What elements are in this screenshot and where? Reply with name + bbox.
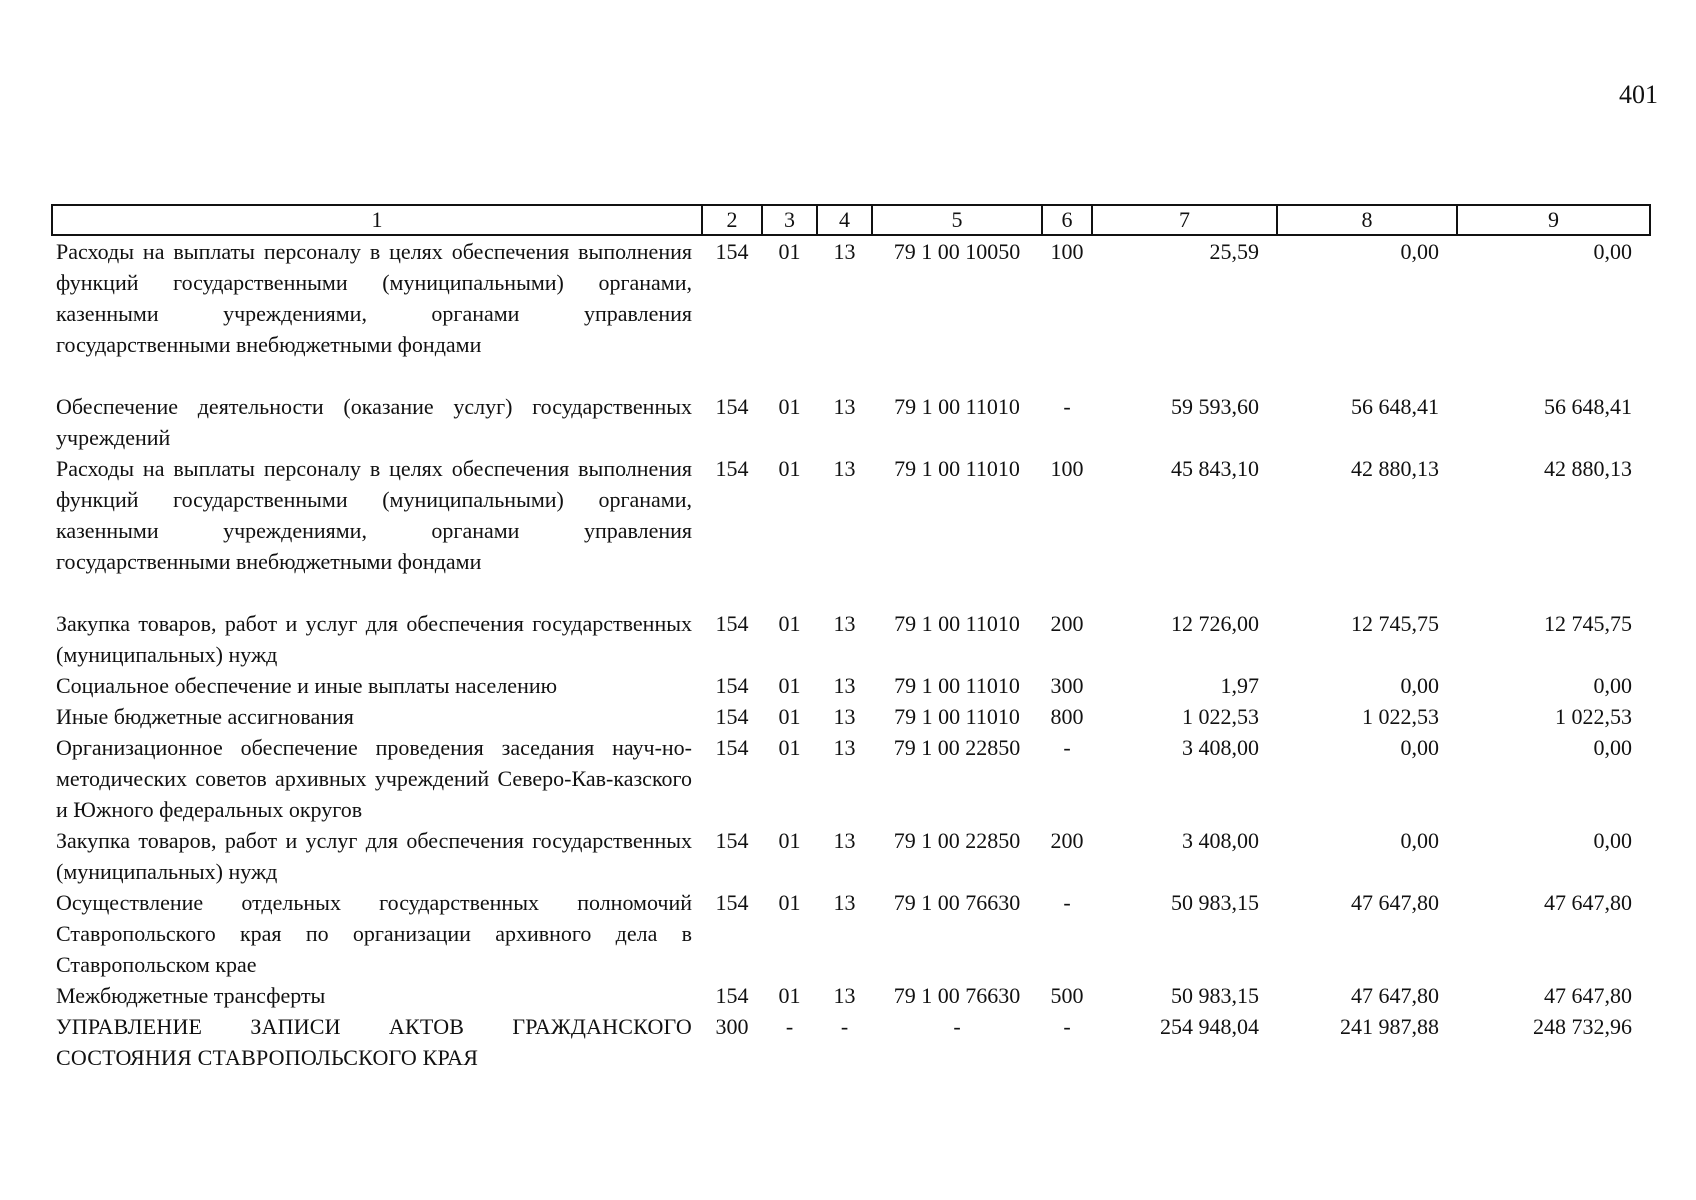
row-col-2: 300 bbox=[715, 1014, 749, 1039]
row-col-2: 154 bbox=[715, 735, 749, 760]
row-col-2: 154 bbox=[715, 704, 749, 729]
row-col-7: 3 408,00 bbox=[1182, 735, 1259, 760]
row-col-9: 1 022,53 bbox=[1555, 704, 1632, 729]
header-col-4: 4 bbox=[817, 205, 872, 235]
row-col-3: 01 bbox=[778, 983, 801, 1008]
row-col-2: 154 bbox=[715, 890, 749, 915]
row-col-8: 0,00 bbox=[1400, 828, 1439, 853]
table-row bbox=[52, 887, 1650, 980]
row-col-5: 79 1 00 11010 bbox=[894, 394, 1020, 419]
row-col-4: 13 bbox=[833, 456, 856, 481]
row-name: Межбюджетные трансферты bbox=[56, 983, 326, 1008]
row-col-8: 1 022,53 bbox=[1362, 704, 1439, 729]
row-col-9: 47 647,80 bbox=[1544, 983, 1632, 1008]
row-col-3: 01 bbox=[778, 394, 801, 419]
row-name: Закупка товаров, работ и услуг для обеспечения государственных (муниципальных) нужд bbox=[56, 611, 692, 667]
row-col-8: 12 745,75 bbox=[1351, 611, 1439, 636]
header-col-8: 8 bbox=[1277, 205, 1457, 235]
row-col-4: 13 bbox=[833, 983, 856, 1008]
row-col-9: 248 732,96 bbox=[1533, 1014, 1632, 1039]
row-col-7: 59 593,60 bbox=[1171, 394, 1259, 419]
row-col-5: - bbox=[953, 1014, 961, 1039]
row-col-9: 42 880,13 bbox=[1544, 456, 1632, 481]
row-col-7: 3 408,00 bbox=[1182, 828, 1259, 853]
row-col-6: 200 bbox=[1050, 611, 1084, 636]
row-col-2: 154 bbox=[715, 983, 749, 1008]
row-col-2: 154 bbox=[715, 611, 749, 636]
row-col-2: 154 bbox=[715, 828, 749, 853]
row-col-3: 01 bbox=[778, 890, 801, 915]
row-col-5: 79 1 00 10050 bbox=[893, 239, 1021, 264]
row-col-7: 254 948,04 bbox=[1160, 1014, 1259, 1039]
row-col-8: 56 648,41 bbox=[1351, 394, 1439, 419]
row-col-3: 01 bbox=[778, 239, 801, 264]
row-col-9: 0,00 bbox=[1593, 239, 1632, 264]
row-col-2: 154 bbox=[715, 394, 749, 419]
row-col-3: - bbox=[785, 1014, 794, 1039]
header-col-1: 1 bbox=[52, 205, 702, 235]
row-col-2: 154 bbox=[715, 673, 749, 698]
row-col-6: - bbox=[1063, 890, 1071, 915]
row-col-5: 79 1 00 11010 bbox=[894, 456, 1020, 481]
row-col-3: 01 bbox=[778, 704, 801, 729]
table-row bbox=[52, 980, 1650, 1011]
table-row bbox=[52, 235, 1650, 391]
row-col-7: 1 022,53 bbox=[1182, 704, 1259, 729]
row-name: Обеспечение деятельности (оказание услуг) государственных учреждений bbox=[56, 394, 692, 450]
header-col-6: 6 bbox=[1042, 205, 1092, 235]
row-name: Расходы на выплаты персоналу в целях обеспечения выполнения функций государственными (муниципальными) органами, казенными учреждениями, органами управления государственными внебюджетными фондами bbox=[56, 456, 692, 574]
row-col-2: 154 bbox=[715, 456, 749, 481]
row-col-4: 13 bbox=[833, 394, 856, 419]
row-col-8: 0,00 bbox=[1400, 673, 1439, 698]
row-col-5: 79 1 00 11010 bbox=[894, 704, 1020, 729]
header-col-2: 2 bbox=[702, 205, 762, 235]
header-row bbox=[52, 205, 1650, 235]
row-col-2: 154 bbox=[715, 239, 749, 264]
row-col-4: 13 bbox=[833, 704, 856, 729]
table-row bbox=[52, 701, 1650, 732]
row-col-8: 0,00 bbox=[1400, 735, 1439, 760]
row-col-5: 79 1 00 22850 bbox=[893, 828, 1021, 853]
row-col-3: 01 bbox=[778, 611, 801, 636]
row-col-5: 79 1 00 11010 bbox=[894, 611, 1020, 636]
row-name: Закупка товаров, работ и услуг для обеспечения государственных (муниципальных) нужд bbox=[56, 828, 692, 884]
row-col-4: 13 bbox=[833, 890, 856, 915]
table-row bbox=[52, 825, 1650, 887]
row-col-3: 01 bbox=[778, 828, 801, 853]
row-col-7: 50 983,15 bbox=[1171, 890, 1259, 915]
table-header bbox=[52, 205, 1650, 235]
table-row bbox=[52, 453, 1650, 608]
header-col-9: 9 bbox=[1457, 205, 1650, 235]
row-col-6: - bbox=[1063, 394, 1071, 419]
row-col-8: 47 647,80 bbox=[1351, 983, 1439, 1008]
row-col-3: 01 bbox=[778, 456, 801, 481]
row-col-7: 25,59 bbox=[1209, 239, 1259, 264]
row-col-6: - bbox=[1063, 1014, 1071, 1039]
row-col-4: 13 bbox=[833, 735, 856, 760]
row-col-9: 56 648,41 bbox=[1544, 394, 1632, 419]
row-col-9: 0,00 bbox=[1593, 828, 1632, 853]
row-col-9: 0,00 bbox=[1593, 673, 1632, 698]
row-col-9: 12 745,75 bbox=[1544, 611, 1632, 636]
row-col-5: 79 1 00 76630 bbox=[893, 983, 1021, 1008]
row-col-8: 0,00 bbox=[1400, 239, 1439, 264]
row-col-9: 47 647,80 bbox=[1544, 890, 1632, 915]
row-col-6: 800 bbox=[1050, 704, 1084, 729]
header-col-7: 7 bbox=[1092, 205, 1277, 235]
row-col-4: 13 bbox=[833, 828, 856, 853]
table-row bbox=[52, 670, 1650, 701]
table-row bbox=[52, 391, 1650, 453]
table-body bbox=[52, 235, 1650, 1073]
header-col-5: 5 bbox=[872, 205, 1042, 235]
row-name: УПРАВЛЕНИЕ ЗАПИСИ АКТОВ ГРАЖДАНСКОГО СОСТОЯНИЯ СТАВРОПОЛЬСКОГО КРАЯ bbox=[56, 1014, 692, 1070]
row-col-5: 79 1 00 22850 bbox=[893, 735, 1021, 760]
row-col-6: 100 bbox=[1050, 456, 1084, 481]
row-col-5: 79 1 00 11010 bbox=[894, 673, 1020, 698]
row-col-8: 42 880,13 bbox=[1351, 456, 1439, 481]
row-col-7: 12 726,00 bbox=[1171, 611, 1259, 636]
row-col-7: 45 843,10 bbox=[1171, 456, 1259, 481]
row-col-7: 50 983,15 bbox=[1171, 983, 1259, 1008]
row-col-6: 500 bbox=[1050, 983, 1084, 1008]
row-col-7: 1,97 bbox=[1220, 673, 1259, 698]
row-col-8: 241 987,88 bbox=[1340, 1014, 1439, 1039]
row-col-4: 13 bbox=[833, 239, 856, 264]
header-col-3: 3 bbox=[762, 205, 817, 235]
row-col-5: 79 1 00 76630 bbox=[893, 890, 1021, 915]
row-col-6: 200 bbox=[1050, 828, 1084, 853]
row-name: Иные бюджетные ассигнования bbox=[56, 704, 354, 729]
row-col-3: 01 bbox=[778, 735, 801, 760]
row-col-4: 13 bbox=[833, 673, 856, 698]
row-col-6: 100 bbox=[1050, 239, 1084, 264]
row-col-6: - bbox=[1063, 735, 1071, 760]
row-name: Организационное обеспечение проведения заседания науч-но-методических советов архивных учреждений Северо-Кав-казского и Южного федеральных округов bbox=[56, 735, 692, 822]
row-name: Расходы на выплаты персоналу в целях обеспечения выполнения функций государственными (муниципальными) органами, казенными учреждениями, органами управления государственными внебюджетными фондами bbox=[56, 239, 692, 357]
table-row bbox=[52, 732, 1650, 825]
row-name: Социальное обеспечение и иные выплаты населению bbox=[56, 673, 558, 698]
row-col-8: 47 647,80 bbox=[1351, 890, 1439, 915]
row-col-4: - bbox=[840, 1014, 849, 1039]
row-col-6: 300 bbox=[1050, 673, 1084, 698]
row-name: Осуществление отдельных государственных полномочий Ставропольского края по организации архивного дела в Ставропольском крае bbox=[56, 890, 692, 977]
page-number: 401 bbox=[1619, 80, 1658, 109]
row-col-3: 01 bbox=[778, 673, 801, 698]
table-row bbox=[52, 608, 1650, 670]
row-col-9: 0,00 bbox=[1593, 735, 1632, 760]
table-row bbox=[52, 1011, 1650, 1073]
budget-table bbox=[51, 204, 1651, 1073]
row-col-4: 13 bbox=[833, 611, 856, 636]
